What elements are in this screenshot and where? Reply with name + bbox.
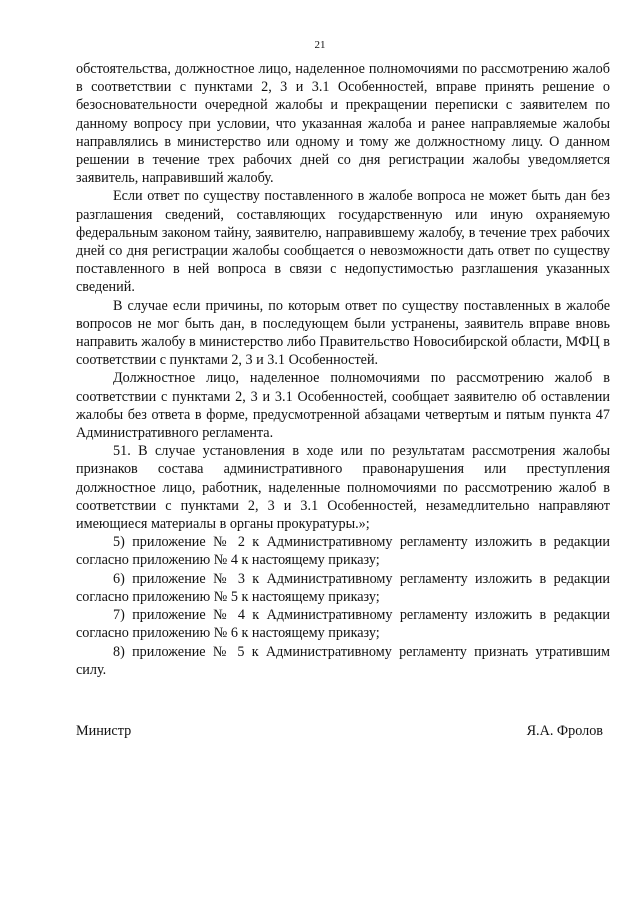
paragraph-item-6: 6) приложение № 3 к Административному регламенту изложить в редакции согласно приложению № 5 к настоящему приказу; — [76, 570, 610, 605]
paragraph-continuation: обстоятельства, должностное лицо, наделенное полномочиями по рассмотрению жалоб в соответствии с пунктами 2, 3 и 3.1 Особенностей, вправе принять решение о безосновательности очередной жалобы и прекращении переписки с заявителем по данному вопросу при условии, что указанная жалоба и ранее направляемые жалобы направлялись в министерство или одному и тому же должностному лицу. О данном решении в течение трех рабочих дней со дня регистрации жалобы уведомляется заявитель, направивший жалобу. — [76, 61, 610, 187]
paragraph-item-5: 5) приложение № 2 к Административному регламенту изложить в редакции согласно приложению № 4 к настоящему приказу; — [76, 534, 610, 569]
paragraph-resubmission: В случае если причины, по которым ответ по существу поставленных в жалобе вопросов не мог быть дан, в последующем были устранены, заявитель вправе вновь направить жалобу в министерство либо Правительство Новосибирской области, МФЦ в соответствии с пунктами 2, 3 и 3.1 Особенностей. — [76, 297, 610, 369]
signatory-position: Министр — [76, 723, 132, 739]
paragraph-item-8: 8) приложение № 5 к Административному регламенту признать утратившим силу. — [76, 643, 610, 678]
signatory-name: Я.А. Фролов — [526, 723, 603, 739]
paragraph-notification: Должностное лицо, наделенное полномочиями по рассмотрению жалоб в соответствии с пунктами 2, 3 и 3.1 Особенностей, сообщает заявителю об оставлении жалобы без ответа в форме, предусмотренной абзацами четвертым и пятым пункта 47 Административного регламента. — [76, 370, 610, 442]
signature-block — [76, 722, 603, 740]
document-body — [76, 60, 610, 679]
paragraph-secret-info: Если ответ по существу поставленного в жалобе вопроса не может быть дан без разглашения сведений, составляющих государственную или иную охраняемую федеральным законом тайну, заявителю, направившему жалобу, в течение трех рабочих дней со дня регистрации жалобы сообщается о невозможности дать ответ по существу поставленного в ней вопроса в связи с недопустимостью разглашения указанных сведений. — [76, 188, 610, 296]
paragraph-item-7: 7) приложение № 4 к Административному регламенту изложить в редакции согласно приложению № 6 к настоящему приказу; — [76, 607, 610, 642]
page-number: 21 — [314, 39, 326, 51]
paragraph-item-51: 51. В случае установления в ходе или по результатам рассмотрения жалобы признаков состава административного правонарушения или преступления должностное лицо, работник, наделенные полномочиями по рассмотрению жалоб в соответствии с пунктами 2, 3 и 3.1 Особенностей, незамедлительно направляют имеющиеся материалы в органы прокуратуры.»; — [76, 443, 610, 533]
